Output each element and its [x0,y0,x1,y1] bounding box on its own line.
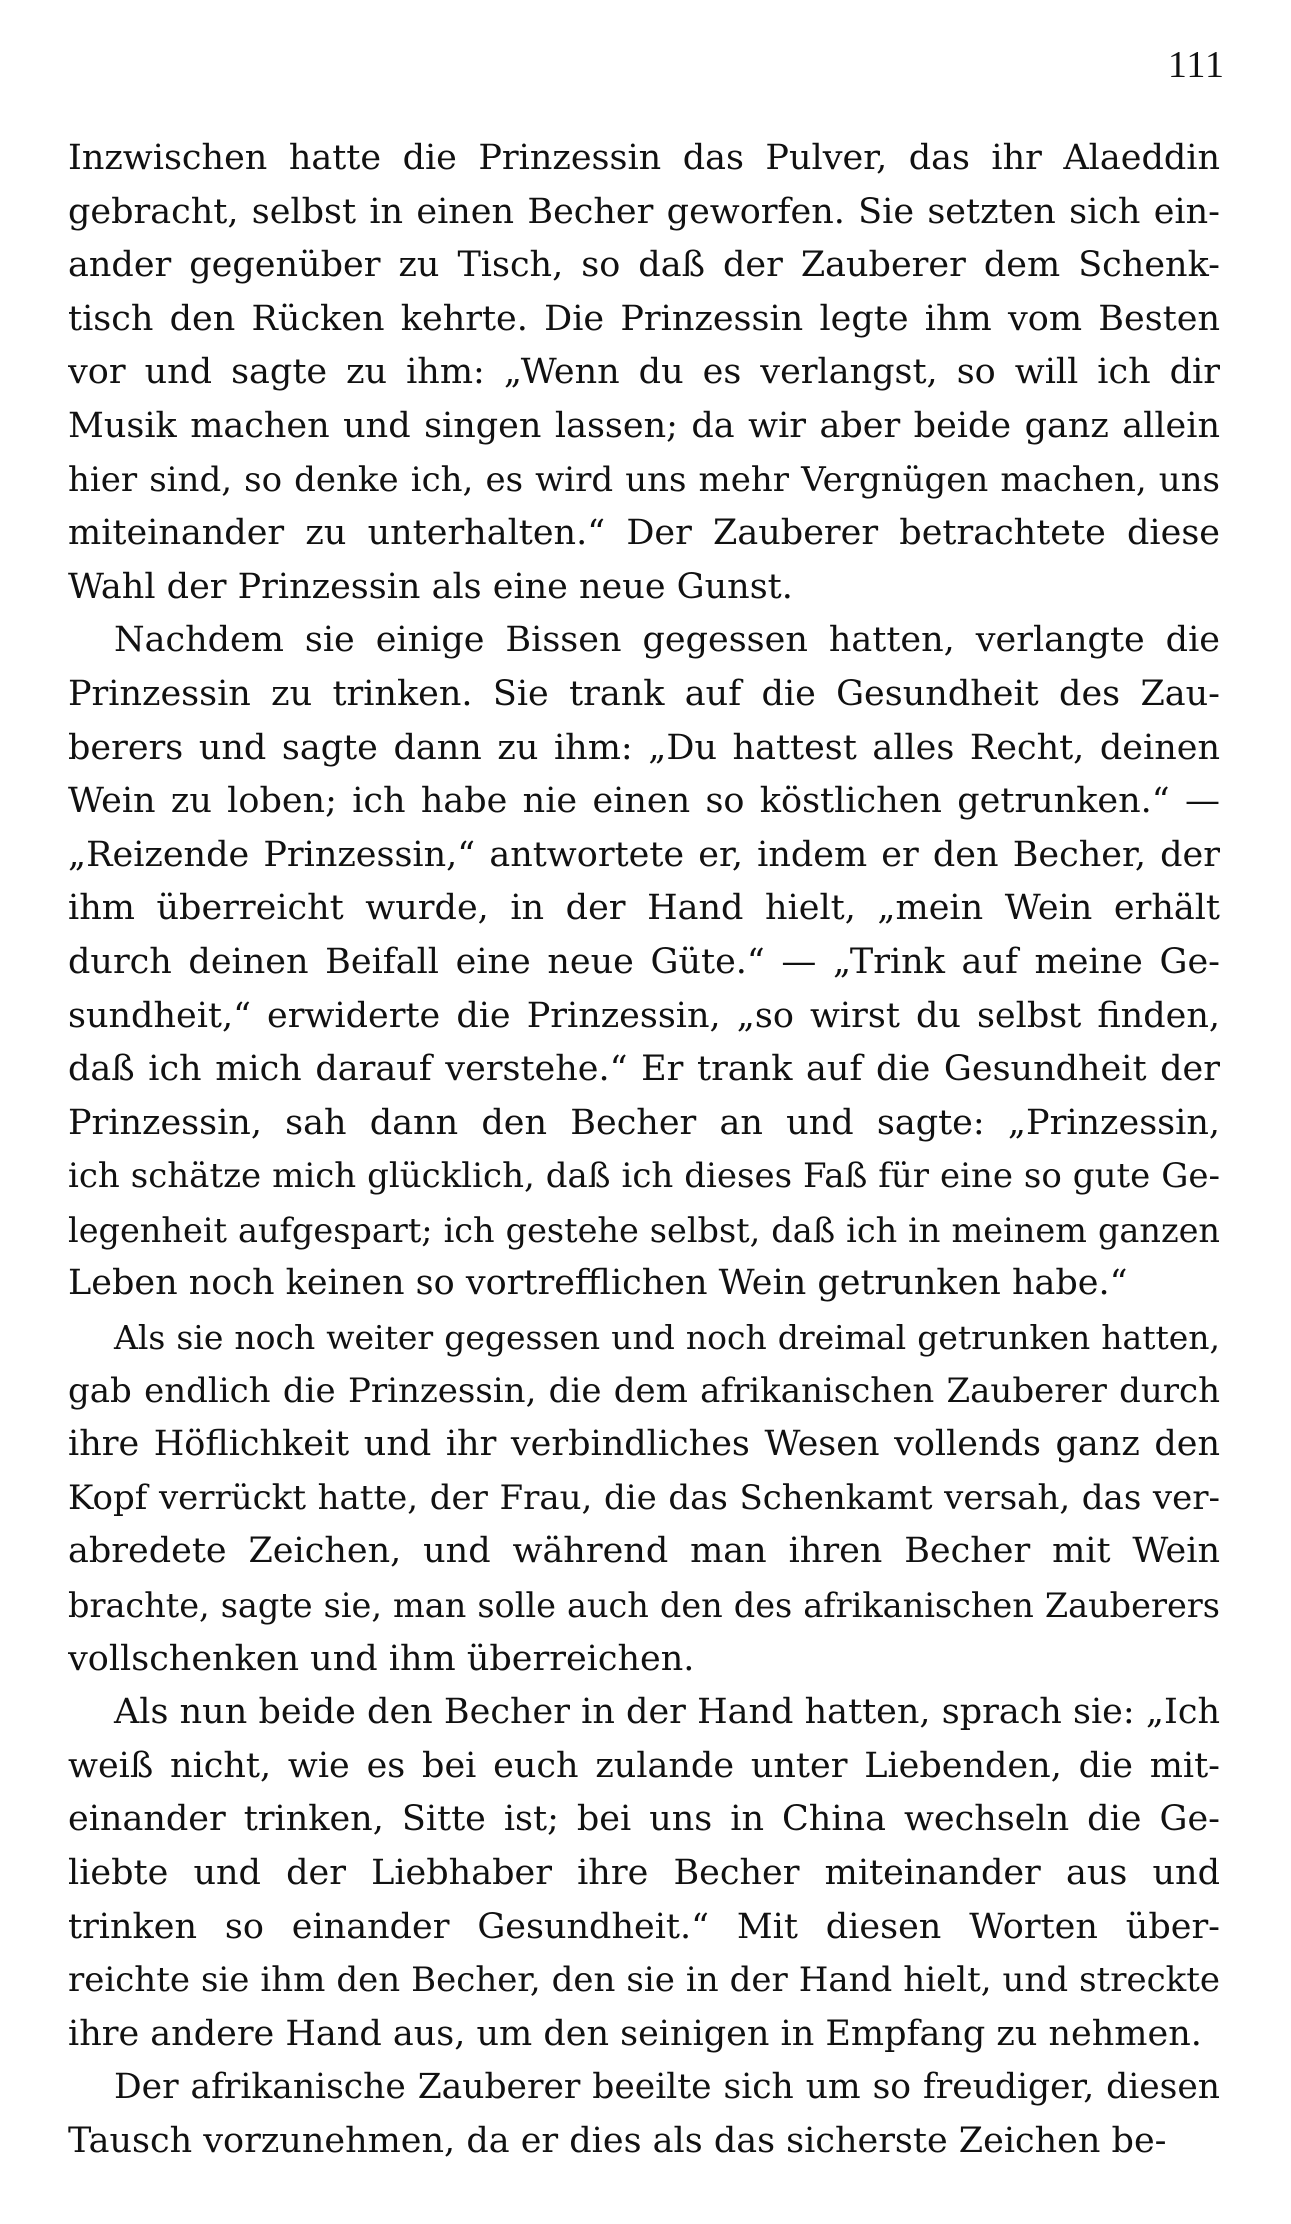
text-line: gebracht, selbst in einen Becher geworfen. Sie setzten sich ein- [68,191,1220,232]
text-line: gab endlich die Prinzessin, die dem afrikanischen Zauberer durch [68,1370,1220,1411]
text-line: daß ich mich darauf verstehe.“ Er trank auf die Gesundheit der [68,1049,1220,1090]
text-line: ich schätze mich glücklich, daß ich dieses Faß für eine so gute Ge- [68,1156,1220,1197]
text-line: sundheit,“ erwiderte die Prinzessin, „so wirst du selbst finden, [68,995,1220,1036]
text-line: vollschenken und ihm überreichen. [68,1638,695,1679]
text-line: vor und sagte zu ihm: „Wenn du es verlangst, so will ich dir [68,352,1220,393]
text-line: reichte sie ihm den Becher, den sie in der Hand hielt, und streckte [68,1960,1220,2001]
paragraph [68,1311,1220,1686]
text-line: Als sie noch weiter gegessen und noch dreimal getrunken hatten, [114,1318,1220,1358]
text-line: Prinzessin zu trinken. Sie trank auf die Gesundheit des Zau- [68,673,1220,714]
text-line: Leben noch keinen so vortrefflichen Wein getrunken habe.“ [68,1263,1128,1304]
text-line: Nachdem sie einige Bissen gegessen hatten, verlangte die [114,620,1220,661]
text-line: legenheit aufgespart; ich gestehe selbst, daß ich in meinem ganzen [68,1210,1220,1250]
text-line: Wein zu loben; ich habe nie einen so köstlichen getrunken.“ — [68,781,1220,822]
paragraph [68,1686,1220,2061]
text-line: Kopf verrückt hatte, der Frau, die das Schenkamt versah, das ver- [68,1477,1220,1518]
paragraph [68,2061,1220,2168]
text-line: liebte und der Liebhaber ihre Becher miteinander aus und [68,1853,1220,1893]
text-line: durch deinen Beifall eine neue Güte.“ — „Trink auf meine Ge- [68,941,1220,982]
text-line: Wahl der Prinzessin als eine neue Gunst. [68,566,793,607]
text-line: „Reizende Prinzessin,“ antwortete er, indem er den Becher, der [68,834,1220,875]
text-line: einander trinken, Sitte ist; bei uns in China wechseln die Ge- [68,1799,1220,1840]
paragraph [68,614,1220,1311]
text-line: ander gegenüber zu Tisch, so daß der Zauberer dem Schenk- [68,245,1220,286]
text-line: Als nun beide den Becher in der Hand hatten, sprach sie: „Ich [114,1692,1220,1733]
text-line: abredete Zeichen, und während man ihren Becher mit Wein [68,1531,1220,1572]
text-line: hier sind, so denke ich, es wird uns mehr Vergnügen machen, uns [68,459,1220,500]
text-line: tisch den Rücken kehrte. Die Prinzessin legte ihm vom Besten [68,298,1220,339]
text-line: miteinander zu unterhalten.“ Der Zauberer betrachtete diese [68,513,1220,554]
body-text [68,132,1220,2169]
text-line: ihre andere Hand aus, um den seinigen in Empfang zu nehmen. [68,2013,1202,2054]
text-line: ihm überreicht wurde, in der Hand hielt, „mein Wein erhält [68,888,1220,929]
page-number: 111 [1167,44,1225,86]
text-line: Tausch vorzunehmen, da er dies als das sicherste Zeichen be- [68,2120,1167,2161]
text-line: berers und sagte dann zu ihm: „Du hattest alles Recht, deinen [68,727,1220,768]
text-line: weiß nicht, wie es bei euch zulande unter Liebenden, die mit- [68,1745,1220,1786]
text-line: Inzwischen hatte die Prinzessin das Pulver, das ihr Alaeddin [68,138,1220,178]
text-line: Der afrikanische Zauberer beeilte sich um so freudiger, diesen [114,2067,1220,2108]
text-line: trinken so einander Gesundheit.“ Mit diesen Worten über- [68,1906,1220,1947]
text-line: ihre Höflichkeit und ihr verbindliches Wesen vollends ganz den [68,1424,1220,1465]
text-line: brachte, sagte sie, man solle auch den des afrikanischen Zauberers [68,1586,1220,1626]
paragraph [68,132,1220,614]
text-line: Musik machen und singen lassen; da wir aber beide ganz allein [68,405,1220,446]
text-line: Prinzessin, sah dann den Becher an und sagte: „Prinzessin, [68,1102,1220,1143]
